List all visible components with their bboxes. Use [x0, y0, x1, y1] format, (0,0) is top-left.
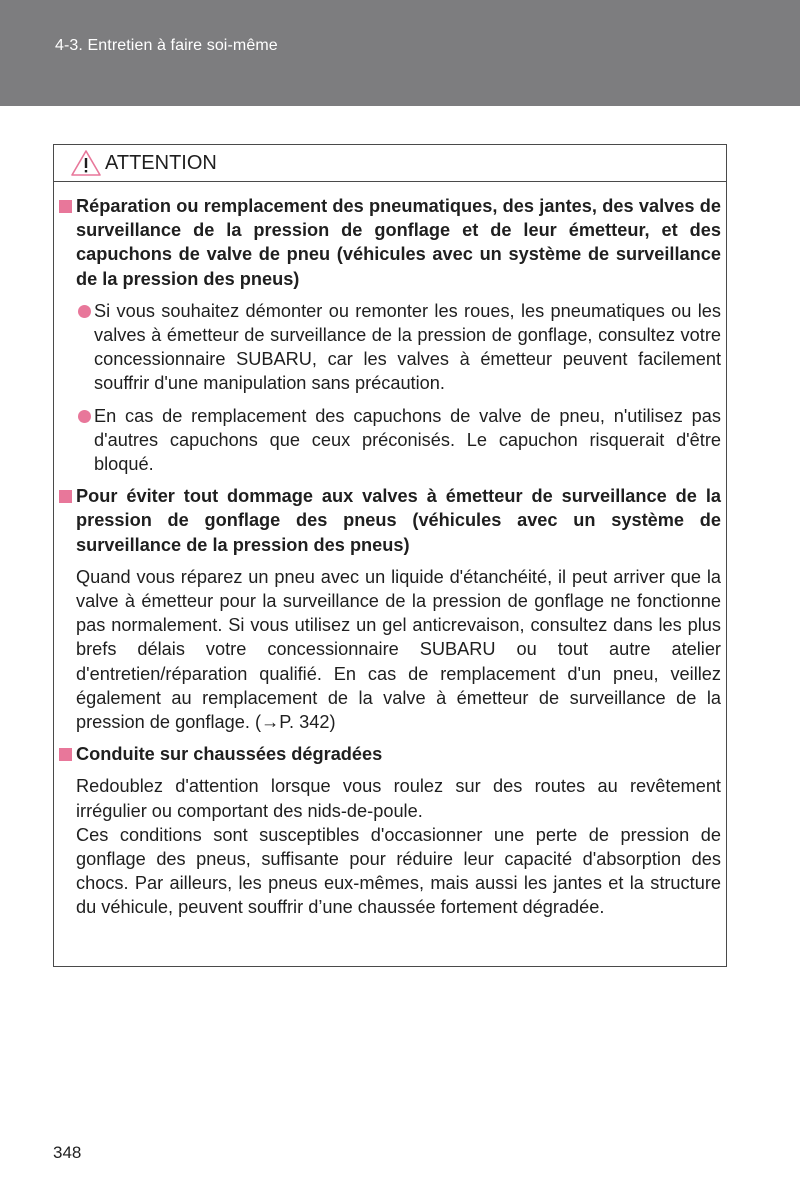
page-number: 348: [53, 1143, 82, 1162]
section-paragraph: Quand vous réparez un pneu avec un liquide d'étanchéité, il peut arriver que la valve à émetteur pour la surveillance de la pression de gonflage ne fonctionne pas normalement. Si vous utilisez un gel anticrevaison, consultez dans les plus brefs délais votre concessionnaire SUBARU ou tout autre atelier d'entretien/réparation qualifié. En cas de remplacement d'un pneu, veillez également au remplacement de la valve à émetteur de surveillance de la pression de gonflage. (→P. 342): [76, 566, 721, 733]
square-bullet-icon: [59, 200, 72, 213]
section-paragraph: Ces conditions sont susceptibles d'occasionner une perte de pression de gonflage des pneus, suffisante pour réduire leur capacité d'absorption des chocs. Par ailleurs, les pneus eux-mêmes, mais aussi les jantes et la structure du véhicule, peuvent souffrir d’une chaussée fortement dégradée.: [76, 824, 721, 918]
circle-bullet-icon: [78, 410, 91, 423]
section-heading: Réparation ou remplacement des pneumatiques, des jantes, des valves de surveillance de la pression de gonflage et de leur émetteur, et des capuchons de valve de pneu (véhicules avec un système de surveillance de la pression des pneus): [59, 194, 721, 291]
bullet-item: En cas de remplacement des capuchons de valve de pneu, n'utilisez pas d'autres capuchons que ceux préconisés. Le capuchon risquerait d'être bloqué.: [59, 404, 721, 477]
bullet-item: Si vous souhaitez démonter ou remonter les roues, les pneumatiques ou les valves à émetteur de surveillance de la pression de gonflage, consultez votre concessionnaire SUBARU, car les valves à émetteur peuvent facilement souffrir d'une manipulation sans précaution.: [59, 299, 721, 396]
square-bullet-icon: [59, 490, 72, 503]
attention-header: [54, 145, 726, 182]
attention-label: ATTENTION: [105, 152, 217, 174]
page-header: [0, 0, 800, 106]
warning-triangle-icon: [70, 149, 102, 177]
attention-content: [59, 194, 721, 920]
square-bullet-icon: [59, 748, 72, 761]
section-paragraph: Redoublez d'attention lorsque vous roulez sur des routes au revêtement irrégulier ou comportant des nids-de-poule.: [76, 776, 721, 821]
section-title: 4-3. Entretien à faire soi-même: [55, 37, 278, 54]
attention-box: [53, 144, 727, 967]
circle-bullet-icon: [78, 305, 91, 318]
section-heading: Conduite sur chaussées dégradées: [59, 742, 721, 766]
section-heading: Pour éviter tout dommage aux valves à émetteur de surveillance de la pression de gonflage des pneus (véhicules avec un système de surveillance de la pression des pneus): [59, 484, 721, 557]
